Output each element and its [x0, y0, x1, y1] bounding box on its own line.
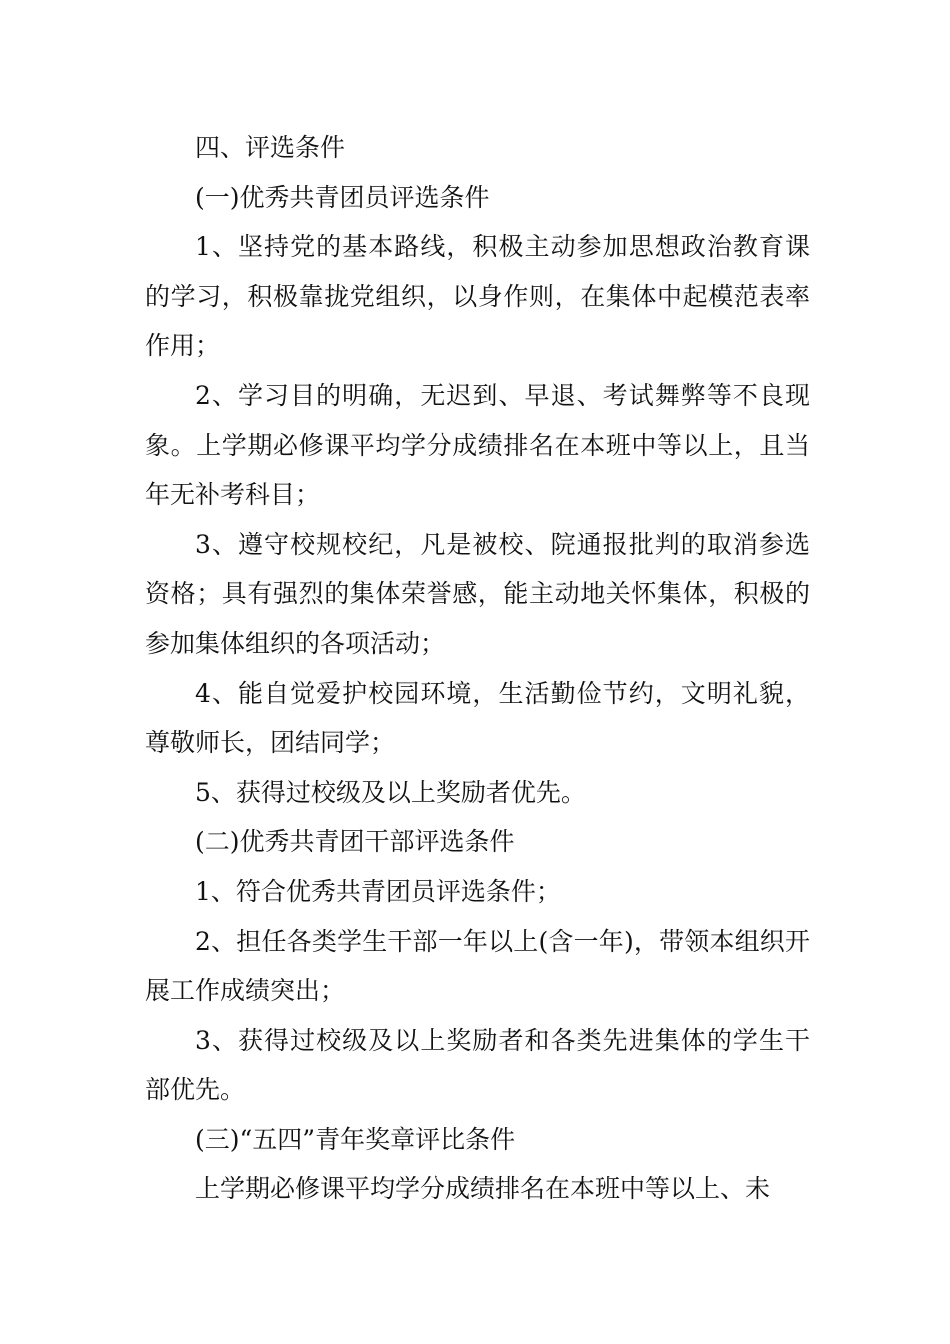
subsection-heading: (一)优秀共青团员评选条件 [195, 182, 490, 212]
criteria-item: 1、符合优秀共青团员评选条件； [195, 876, 561, 906]
subsection-heading: (二)优秀共青团干部评选条件 [195, 827, 515, 857]
criteria-item: 5、获得过校级及以上奖励者优先。 [195, 777, 586, 807]
criteria-item: 2、担任各类学生干部一年以上(含一年)，带领本组织开展工作成绩突出； [145, 926, 810, 1006]
criteria-item: 4、能自觉爱护校园环境，生活勤俭节约，文明礼貌，尊敬师长，团结同学； [145, 678, 810, 758]
criteria-item: 3、遵守校规校纪，凡是被校、院通报批判的取消参选资格；具有强烈的集体荣誉感，能主动地关怀集体，积极的参加集体组织的各项活动； [145, 529, 810, 658]
section-heading: 四、评选条件 [195, 133, 346, 162]
criteria-item: 1、坚持党的基本路线，积极主动参加思想政治教育课的学习，积极靠拢党组织，以身作则，在集体中起模范表率作用； [145, 232, 810, 361]
criteria-item: 3、获得过校级及以上奖励者和各类先进集体的学生干部优先。 [145, 1025, 810, 1105]
document-body [145, 123, 810, 1214]
subsection-heading: (三)“五四”青年奖章评比条件 [195, 1124, 516, 1154]
criteria-item: 2、学习目的明确，无迟到、早退、考试舞弊等不良现象。上学期必修课平均学分成绩排名在本班中等以上，且当年无补考科目； [145, 380, 810, 510]
body-paragraph: 上学期必修课平均学分成绩排名在本班中等以上、未 [195, 1174, 771, 1204]
